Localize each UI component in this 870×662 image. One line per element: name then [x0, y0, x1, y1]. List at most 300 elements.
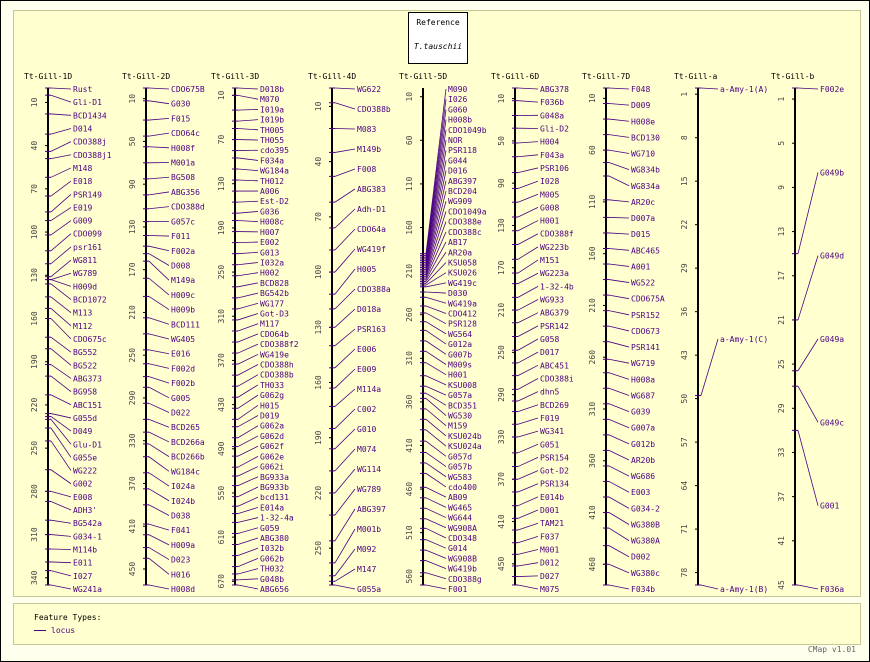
locus-label[interactable]: BCD111 — [171, 320, 200, 330]
locus-label[interactable]: Got-D2 — [540, 466, 569, 476]
locus-label[interactable]: F034b — [631, 585, 656, 594]
locus-label[interactable]: H005 — [357, 265, 377, 274]
locus-label[interactable]: ABC151 — [73, 400, 102, 410]
locus-label[interactable]: G051 — [540, 440, 560, 450]
locus-label[interactable]: G062a — [260, 421, 285, 431]
locus-label[interactable]: Gli-D2 — [540, 124, 569, 134]
locus-label[interactable]: WG811 — [73, 256, 98, 266]
locus-label[interactable]: G034-2 — [631, 504, 660, 514]
locus-label[interactable]: BG542b — [260, 289, 289, 299]
locus-label[interactable]: CDO675B — [171, 85, 205, 94]
locus-label[interactable]: A001 — [631, 262, 651, 272]
locus-label[interactable]: F048 — [631, 85, 651, 94]
locus-label[interactable]: WG530 — [448, 411, 473, 421]
locus-label[interactable]: G030 — [171, 99, 191, 109]
locus-label[interactable]: G036 — [260, 207, 280, 217]
locus-label[interactable]: G049b — [820, 168, 845, 178]
locus-label[interactable]: F002e — [820, 85, 845, 94]
map-title[interactable]: Tt-Gill-a — [674, 72, 718, 81]
locus-label[interactable]: CDO388a — [357, 285, 391, 294]
locus-label[interactable]: ABG356 — [171, 187, 200, 197]
locus-label[interactable]: G057a — [448, 391, 473, 401]
locus-label[interactable]: TH032 — [260, 564, 285, 574]
locus-label[interactable]: H009b — [171, 305, 196, 315]
locus-label[interactable]: WG644 — [448, 513, 473, 523]
locus-label[interactable]: CDO348 — [448, 533, 477, 543]
locus-label[interactable]: WG710 — [631, 149, 656, 159]
locus-label[interactable]: ABG378 — [540, 85, 569, 94]
locus-label[interactable]: G062i — [260, 462, 285, 472]
locus-label[interactable]: G048a — [540, 111, 565, 121]
map-title[interactable]: Tt-Gill-b — [771, 72, 815, 81]
locus-label[interactable]: PSR141 — [631, 343, 660, 353]
locus-label[interactable]: G005 — [171, 393, 191, 403]
locus-label[interactable]: AB09 — [448, 493, 468, 503]
locus-label[interactable]: CDO388h — [260, 360, 294, 370]
locus-label[interactable]: Glu-D1 — [73, 440, 102, 450]
locus-label[interactable]: WG622 — [357, 85, 382, 94]
locus-label[interactable]: BCD1072 — [73, 295, 107, 305]
locus-label[interactable]: G008 — [540, 203, 560, 213]
map-title[interactable]: Tt-Gill-1D — [24, 72, 73, 81]
locus-label[interactable]: Gli-D1 — [73, 98, 102, 108]
locus-label[interactable]: D009 — [631, 101, 651, 111]
locus-label[interactable]: I027 — [73, 571, 93, 581]
locus-label[interactable]: D001 — [540, 506, 560, 516]
locus-label[interactable]: CDO675c — [73, 335, 107, 344]
locus-label[interactable]: BG552 — [73, 348, 98, 358]
locus-label[interactable]: WG789 — [357, 485, 382, 494]
locus-label[interactable]: F002b — [171, 379, 196, 389]
locus-label[interactable]: ABG397 — [357, 505, 386, 514]
locus-label[interactable]: WG184a — [260, 166, 289, 176]
locus-label[interactable]: M151 — [540, 256, 560, 266]
locus-label[interactable]: WG341 — [540, 427, 565, 437]
locus-label[interactable]: WG908B — [448, 554, 477, 564]
locus-label[interactable]: F041 — [171, 526, 191, 536]
locus-label[interactable]: H001 — [540, 216, 560, 226]
locus-label[interactable]: H009c — [171, 290, 196, 300]
locus-label[interactable]: BCD269 — [540, 400, 569, 410]
locus-label[interactable]: BG542a — [73, 519, 102, 529]
locus-label[interactable]: G013 — [260, 248, 280, 258]
locus-label[interactable]: NOR — [448, 136, 463, 146]
locus-label[interactable]: AB17 — [448, 238, 468, 248]
locus-label[interactable]: G057d — [448, 452, 473, 462]
locus-label[interactable]: C002 — [357, 405, 377, 414]
locus-label[interactable]: E008 — [73, 492, 93, 502]
axis-tick-label: 190 — [30, 354, 39, 369]
locus-label[interactable]: WG380A — [631, 536, 660, 546]
locus-label[interactable]: ABG397 — [448, 176, 477, 186]
locus-label[interactable]: Got-D3 — [260, 309, 289, 319]
locus-label[interactable]: BG933a — [260, 472, 289, 482]
locus-label[interactable]: AR20b — [631, 455, 656, 465]
locus-label[interactable]: CDO388b — [260, 370, 294, 380]
locus-label[interactable]: PSR152 — [631, 310, 660, 320]
locus-label[interactable]: CDO099 — [73, 229, 102, 239]
locus-label[interactable]: WG686 — [631, 472, 656, 482]
locus-label[interactable]: WG834a — [631, 181, 660, 191]
locus-label[interactable]: WG419f — [357, 245, 386, 254]
locus-label[interactable]: G062g — [260, 391, 285, 401]
locus-label[interactable]: G048b — [260, 574, 285, 584]
locus-label[interactable]: BG958 — [73, 387, 98, 397]
locus-label[interactable]: bcd131 — [260, 493, 289, 503]
locus-label[interactable]: CDO388f2 — [260, 340, 299, 350]
locus-label[interactable]: CDO675A — [631, 294, 665, 304]
locus-label[interactable]: WG419e — [260, 350, 289, 360]
locus-label[interactable]: D019 — [260, 411, 280, 421]
locus-label[interactable]: WG583 — [448, 472, 473, 482]
locus-label[interactable]: F037 — [540, 532, 560, 542]
locus-label[interactable]: G049d — [820, 251, 845, 261]
locus-label[interactable]: WG177 — [260, 299, 285, 309]
locus-connector — [238, 120, 258, 122]
locus-label[interactable]: F043a — [540, 150, 565, 160]
locus-label[interactable]: ABC451 — [540, 361, 569, 371]
locus-label[interactable]: I019a — [260, 105, 285, 115]
locus-label[interactable]: BG522 — [73, 361, 98, 371]
locus-label[interactable]: KSU026 — [448, 268, 477, 278]
locus-label[interactable]: H007 — [260, 227, 280, 237]
locus-label[interactable]: G058 — [540, 335, 560, 344]
locus-connector — [51, 142, 71, 152]
locus-label[interactable]: D030 — [448, 289, 468, 299]
locus-label[interactable]: F002d — [171, 364, 196, 374]
locus-label[interactable]: M075 — [540, 585, 560, 594]
locus-label[interactable]: WG405 — [171, 335, 196, 344]
locus-label[interactable]: I024a — [171, 482, 196, 492]
locus-label[interactable]: D018b — [260, 85, 285, 94]
locus-label[interactable]: G044 — [448, 156, 468, 166]
locus-label[interactable]: G055e — [73, 453, 98, 463]
locus-label[interactable]: KSU058 — [448, 258, 477, 268]
axis-tick-label: 41 — [777, 536, 786, 546]
locus-label[interactable]: AR20a — [448, 248, 473, 258]
locus-label[interactable]: a-Amy-1(A) — [720, 85, 769, 94]
locus-label[interactable]: D049 — [73, 427, 93, 437]
locus-label[interactable]: F002a — [171, 246, 196, 256]
locus-label[interactable]: WG222 — [73, 466, 98, 476]
locus-label[interactable]: WG789 — [73, 269, 98, 279]
locus-label[interactable]: H008f — [171, 143, 196, 153]
locus-label[interactable]: H016 — [171, 570, 191, 580]
locus-label[interactable]: CDO673 — [631, 326, 660, 336]
locus-label[interactable]: M149a — [171, 276, 196, 286]
locus-label[interactable]: TH055 — [260, 136, 285, 146]
locus-label[interactable]: H008b — [448, 115, 473, 125]
locus-label[interactable]: I019b — [260, 115, 285, 125]
locus-label[interactable]: D008 — [171, 261, 191, 271]
locus-label[interactable]: M113 — [73, 308, 93, 318]
locus-label[interactable]: CDO388b — [357, 105, 391, 114]
locus-label[interactable]: I028 — [540, 177, 560, 187]
locus-label[interactable]: Rust — [73, 85, 93, 94]
locus-label[interactable]: M148 — [73, 163, 93, 173]
locus-label[interactable]: WG380B — [631, 520, 660, 530]
locus-label[interactable]: M147 — [357, 565, 377, 574]
map-title[interactable]: Tt-Gill-6D — [491, 72, 540, 81]
locus-label[interactable]: psr161 — [73, 242, 102, 252]
locus-label[interactable]: G007b — [448, 350, 473, 360]
locus-label[interactable]: E014a — [260, 503, 285, 513]
locus-label[interactable]: KSU024a — [448, 442, 482, 452]
locus-label[interactable]: WG241a — [73, 585, 102, 594]
locus-label[interactable]: AR20c — [631, 197, 656, 207]
locus-label[interactable]: E003 — [631, 488, 651, 498]
locus-label[interactable]: 1-32-4a — [260, 513, 294, 523]
locus-label[interactable]: WG908A — [448, 523, 477, 533]
locus-label[interactable]: BG508 — [171, 173, 196, 183]
locus-connector — [426, 306, 446, 314]
locus-label[interactable]: dhn5 — [540, 387, 560, 397]
locus-label[interactable]: CDO64b — [260, 329, 289, 339]
locus-label[interactable]: G062f — [260, 442, 285, 452]
locus-label[interactable]: WG719 — [631, 359, 656, 369]
locus-label[interactable]: BG933b — [260, 482, 289, 492]
locus-label[interactable]: G049c — [820, 418, 845, 428]
locus-label[interactable]: WG465 — [448, 503, 473, 513]
locus-label[interactable]: a-Amy-1(B) — [720, 585, 769, 594]
locus-label[interactable]: D002 — [631, 552, 651, 562]
locus-label[interactable]: M117 — [260, 319, 280, 329]
locus-label[interactable]: PSR106 — [540, 163, 569, 173]
locus-label[interactable]: G057c — [171, 217, 196, 227]
locus-label[interactable]: CDO64c — [171, 129, 200, 139]
locus-label[interactable]: WG184c — [171, 467, 200, 477]
locus-label[interactable]: WG419c — [448, 278, 477, 288]
locus-label[interactable]: H009d — [73, 282, 98, 292]
locus-label[interactable]: D027 — [540, 571, 560, 581]
locus-label[interactable]: ABG373 — [73, 374, 102, 384]
locus-label[interactable]: M070 — [260, 95, 280, 105]
locus-label[interactable]: H001 — [448, 370, 468, 380]
locus-label[interactable]: E016 — [171, 349, 191, 359]
locus-label[interactable]: I032a — [260, 258, 285, 268]
locus-label[interactable]: CDO388j — [73, 137, 107, 147]
locus-label[interactable]: WG834b — [631, 165, 660, 175]
locus-label[interactable]: F019 — [540, 413, 560, 423]
locus-label[interactable]: E014b — [540, 492, 565, 502]
locus-label[interactable]: M083 — [357, 125, 377, 134]
locus-label[interactable]: CDO388j1 — [73, 150, 112, 160]
locus-label[interactable]: ABC465 — [631, 246, 660, 256]
locus-label[interactable]: BCD1434 — [73, 111, 107, 121]
map-title[interactable]: Tt-Gill-7D — [582, 72, 631, 81]
locus-label[interactable]: M001b — [357, 525, 382, 534]
locus-label[interactable]: CDO1049a — [448, 207, 487, 217]
locus-label[interactable]: a-Amy-1(C) — [720, 335, 769, 344]
locus-label[interactable]: G010 — [357, 425, 377, 434]
locus-label[interactable]: G055d — [73, 413, 98, 423]
locus-label[interactable]: PSR163 — [357, 325, 386, 334]
locus-label[interactable]: E006 — [357, 345, 377, 354]
locus-label[interactable]: G062e — [260, 452, 285, 462]
locus-label[interactable]: G059 — [260, 523, 280, 533]
locus-label[interactable]: F015 — [171, 114, 191, 124]
locus-connector — [238, 558, 258, 566]
locus-label[interactable]: ADH3' — [73, 506, 98, 516]
locus-label[interactable]: WG909 — [448, 197, 473, 207]
locus-label[interactable]: M114a — [357, 385, 382, 394]
locus-label[interactable]: D023 — [171, 555, 191, 565]
locus-label[interactable]: E009 — [357, 365, 377, 374]
locus-label[interactable]: PSR128 — [448, 319, 477, 329]
locus-label[interactable]: F036a — [820, 585, 845, 594]
locus-label[interactable]: WG419a — [448, 299, 477, 309]
locus-label[interactable]: CDO388g — [448, 574, 482, 584]
locus-label[interactable]: H015 — [260, 401, 280, 411]
locus-label[interactable]: PSR154 — [540, 453, 569, 463]
locus-label[interactable]: M009s — [448, 360, 473, 370]
locus-label[interactable]: A006 — [260, 187, 280, 197]
locus-label[interactable]: H008d — [171, 585, 196, 594]
locus-label[interactable]: D014 — [73, 124, 93, 134]
locus-label[interactable]: WG522 — [631, 278, 656, 288]
locus-label[interactable]: PSR134 — [540, 479, 569, 489]
locus-label[interactable]: 1-32-4b — [540, 282, 574, 292]
locus-label[interactable]: G057b — [448, 462, 473, 472]
locus-connector — [335, 549, 355, 576]
locus-label[interactable]: BCD351 — [448, 401, 477, 411]
locus-label[interactable]: M159 — [448, 421, 468, 431]
locus-label[interactable]: cdo395 — [260, 146, 289, 156]
locus-label[interactable]: BCD266a — [171, 437, 205, 447]
locus-label[interactable]: CDO412 — [448, 309, 477, 319]
locus-label[interactable]: H002 — [260, 268, 280, 278]
locus-label[interactable]: Adh-D1 — [357, 205, 386, 214]
locus-label[interactable]: G002 — [73, 479, 93, 489]
locus-label[interactable]: WG114 — [357, 465, 382, 474]
locus-label[interactable]: M090 — [448, 85, 468, 94]
locus-label[interactable]: M001 — [540, 545, 560, 555]
locus-label[interactable]: ABG379 — [540, 308, 569, 318]
locus-label[interactable]: D015 — [631, 230, 651, 240]
map-title[interactable]: Tt-Gill-3D — [211, 72, 260, 81]
locus-label[interactable]: D012 — [540, 558, 560, 568]
locus-label[interactable]: Est-D2 — [260, 197, 289, 207]
locus-label[interactable]: WG223b — [540, 242, 569, 252]
locus-label[interactable]: PSR118 — [448, 146, 477, 156]
locus-label[interactable]: F001 — [448, 585, 468, 594]
locus-label[interactable]: CDO388i — [540, 374, 574, 384]
locus-label[interactable]: H008e — [631, 117, 656, 127]
locus-label[interactable]: CDO388c — [448, 227, 482, 237]
locus-label[interactable]: G055a — [357, 585, 382, 594]
locus-label[interactable]: CDO388d — [171, 202, 205, 212]
locus-label[interactable]: CDO64a — [357, 225, 386, 234]
locus-label[interactable]: TH033 — [260, 380, 285, 390]
locus-label[interactable]: BCD266b — [171, 452, 205, 462]
map-title[interactable]: Tt-Gill-5D — [399, 72, 448, 81]
locus-label[interactable]: G060 — [448, 105, 468, 115]
locus-label[interactable]: D018a — [357, 305, 382, 314]
locus-connector — [609, 481, 629, 492]
locus-label[interactable]: M149b — [357, 145, 382, 154]
locus-label[interactable]: WG687 — [631, 391, 656, 401]
locus-label[interactable]: cdo400 — [448, 482, 477, 492]
locus-label[interactable]: PSR142 — [540, 321, 569, 331]
locus-label[interactable]: G012a — [448, 340, 473, 350]
locus-label[interactable]: M001a — [171, 158, 196, 168]
locus-label[interactable]: F011 — [171, 232, 191, 242]
locus-label[interactable]: H008c — [260, 217, 285, 227]
locus-label[interactable]: E011 — [73, 558, 93, 568]
locus-label[interactable]: M074 — [357, 445, 377, 454]
locus-label[interactable]: WG419b — [448, 564, 477, 574]
locus-label[interactable]: PSR149 — [73, 190, 102, 200]
locus-label[interactable]: WG933 — [540, 295, 565, 305]
locus-label[interactable]: G062d — [260, 431, 285, 441]
locus-label[interactable]: G001 — [820, 501, 840, 511]
locus-label[interactable]: G007a — [631, 423, 656, 433]
locus-label[interactable]: G049a — [820, 335, 845, 344]
locus-label[interactable]: G012b — [631, 439, 656, 449]
locus-label[interactable]: M092 — [357, 545, 377, 554]
locus-label[interactable]: H004 — [540, 137, 560, 147]
locus-label[interactable]: ABG383 — [357, 185, 386, 194]
locus-label[interactable]: D038 — [171, 511, 191, 521]
locus-label[interactable]: I024b — [171, 496, 196, 506]
locus-label[interactable]: I026 — [448, 95, 468, 105]
locus-label[interactable]: D017 — [540, 348, 560, 358]
locus-label[interactable]: CDO388e — [448, 217, 482, 227]
locus-label[interactable]: BCD204 — [448, 187, 477, 197]
locus-label[interactable]: M114b — [73, 545, 98, 555]
locus-label[interactable]: G014 — [448, 544, 468, 554]
locus-label[interactable]: TH005 — [260, 125, 285, 135]
locus-label[interactable]: G009 — [73, 216, 93, 226]
locus-label[interactable]: D022 — [171, 408, 191, 418]
locus-label[interactable]: G062b — [260, 554, 285, 564]
locus-label[interactable]: F034a — [260, 156, 285, 166]
locus-label[interactable]: M112 — [73, 321, 93, 331]
locus-label[interactable]: WG564 — [448, 329, 473, 339]
locus-label[interactable]: CDO388f — [540, 229, 574, 239]
locus-label[interactable]: WG223a — [540, 269, 569, 279]
locus-label[interactable]: G039 — [631, 407, 651, 417]
locus-label[interactable]: E002 — [260, 238, 280, 248]
locus-label[interactable]: E018 — [73, 177, 93, 187]
locus-label[interactable]: KSU008 — [448, 380, 477, 390]
locus-connector — [51, 181, 71, 196]
locus-label[interactable]: BCD130 — [631, 133, 660, 143]
axis-tick-label: 1 — [680, 91, 689, 97]
locus-label[interactable]: BCD828 — [260, 278, 289, 288]
locus-label[interactable]: H009a — [171, 540, 196, 550]
locus-label[interactable]: F008 — [357, 165, 377, 174]
locus-label[interactable]: D016 — [448, 166, 468, 176]
map-title[interactable]: Tt-Gill-4D — [308, 72, 357, 81]
locus-label[interactable]: TH012 — [260, 176, 285, 186]
locus-label[interactable]: ABG380 — [260, 533, 289, 543]
locus-label[interactable]: ABG656 — [260, 585, 289, 594]
locus-label[interactable]: CDO1049b — [448, 125, 487, 135]
locus-label[interactable]: M005 — [540, 190, 560, 200]
locus-label[interactable]: KSU024b — [448, 431, 482, 441]
locus-label[interactable]: G034-1 — [73, 532, 102, 542]
locus-label[interactable]: D007a — [631, 214, 656, 224]
locus-label[interactable]: WG380c — [631, 568, 660, 578]
locus-label[interactable]: BCD265 — [171, 423, 200, 433]
locus-label[interactable]: H008a — [631, 375, 656, 385]
locus-label[interactable]: TAM21 — [540, 519, 565, 529]
locus-label[interactable]: I032b — [260, 544, 285, 554]
locus-label[interactable]: E019 — [73, 203, 93, 213]
map-title[interactable]: Tt-Gill-2D — [122, 72, 171, 81]
locus-label[interactable]: F036b — [540, 98, 565, 108]
